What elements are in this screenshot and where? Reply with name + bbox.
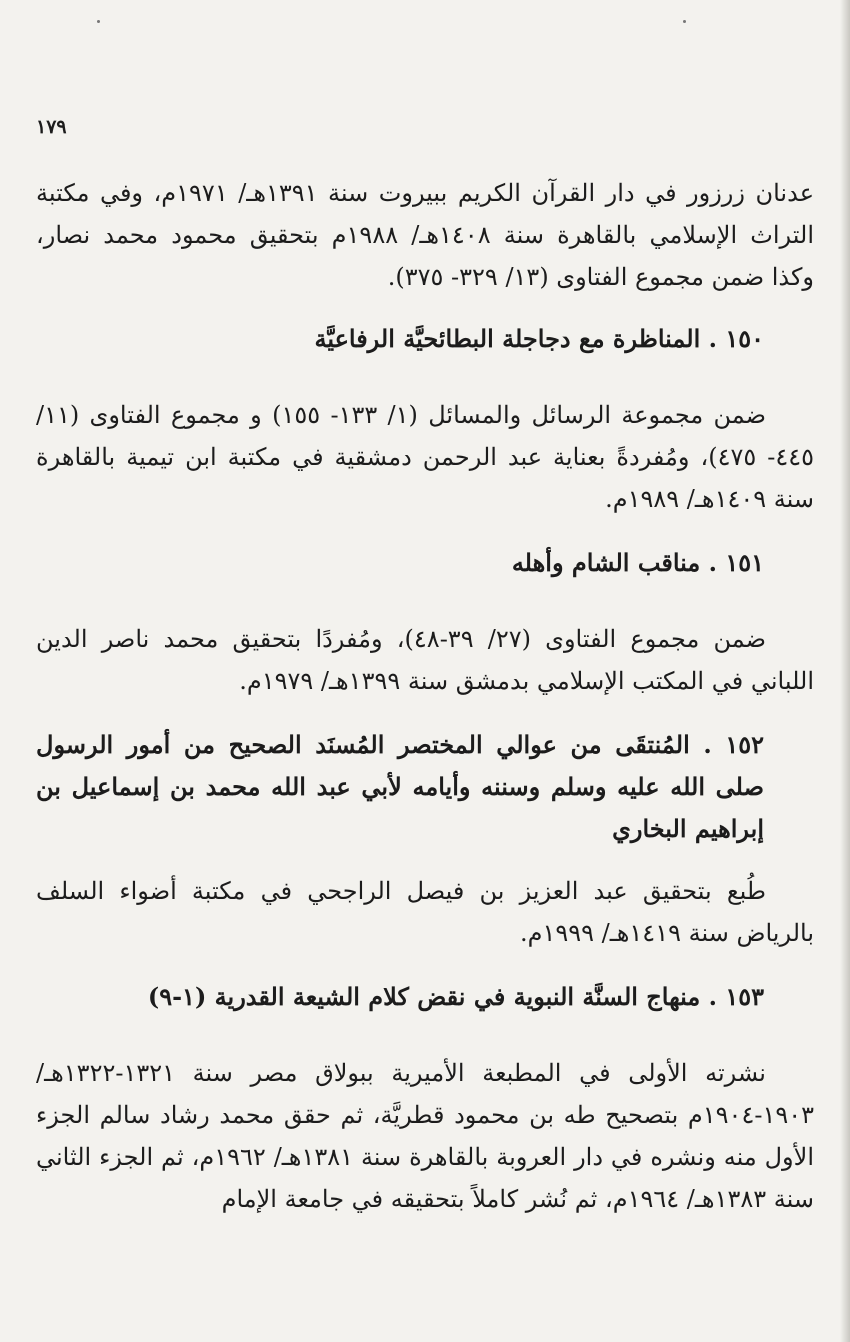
heading-entry-153: ١٥٣ . منهاج السنَّة النبوية في نقض كلام الشيعة القدرية (١-٩)	[147, 982, 764, 1011]
page-number: ١٧٩	[36, 116, 67, 138]
page-edge-shadow	[840, 0, 850, 1342]
heading-entry-150: ١٥٠ . المناظرة مع دجاجلة البطائحيَّة الرفاعيَّة	[314, 324, 764, 353]
heading-entry-152: ١٥٢ . المُنتقَى من عوالي المختصر المُسنَد الصحيح من أمور الرسول صلى الله عليه وسلم وسننه وأيامه لأبي عبد الله محمد بن إسماعيل بن إبراهيم البخاري	[36, 730, 764, 843]
paragraph-entry-151-details: ضمن مجموع الفتاوى (٢٧/ ٣٩-٤٨)، ومُفردًا بتحقيق محمد ناصر الدين اللباني في المكتب الإسلامي بدمشق سنة ١٣٩٩هـ/ ١٩٧٩م.	[36, 625, 814, 695]
paragraph-entry-153-details: نشرته الأولى في المطبعة الأميرية ببولاق مصر سنة ١٣٢١-١٣٢٢هـ/ ١٩٠٣-١٩٠٤م بتصحيح طه بن محمود قطريَّة، ثم حقق محمد رشاد سالم الجزء الأول منه ونشره في دار العروبة بالقاهرة سنة ١٣٨١هـ/ ١٩٦٢م، ثم الجزء الثاني سنة ١٣٨٣هـ/ ١٩٦٤م، ثم نُشر كاملاً بتحقيقه في جامعة الإمام	[36, 1059, 814, 1213]
paragraph-entry-152-details: طُبع بتحقيق عبد العزيز بن فيصل الراجحي في مكتبة أضواء السلف بالرياض سنة ١٤١٩هـ/ ١٩٩٩م.	[36, 877, 814, 947]
scan-speck	[683, 20, 686, 23]
page-body	[36, 172, 814, 1220]
heading-entry-151: ١٥١ . مناقب الشام وأهله	[511, 548, 764, 577]
paragraph-entry-150-details: ضمن مجموعة الرسائل والمسائل (١/ ١٣٣- ١٥٥) و مجموع الفتاوى (١١/ ٤٤٥- ٤٧٥)، ومُفردةً بعناية عبد الرحمن دمشقية في مكتبة ابن تيمية بالقاهرة سنة ١٤٠٩هـ/ ١٩٨٩م.	[36, 401, 814, 513]
scan-speck	[97, 20, 100, 23]
paragraph-entry-149-details: عدنان زرزور في دار القرآن الكريم ببيروت سنة ١٣٩١هـ/ ١٩٧١م، وفي مكتبة التراث الإسلامي بالقاهرة سنة ١٤٠٨هـ/ ١٩٨٨م بتحقيق محمود محمد نصار، وكذا ضمن مجموع الفتاوى (١٣/ ٣٢٩- ٣٧٥).	[36, 179, 815, 291]
